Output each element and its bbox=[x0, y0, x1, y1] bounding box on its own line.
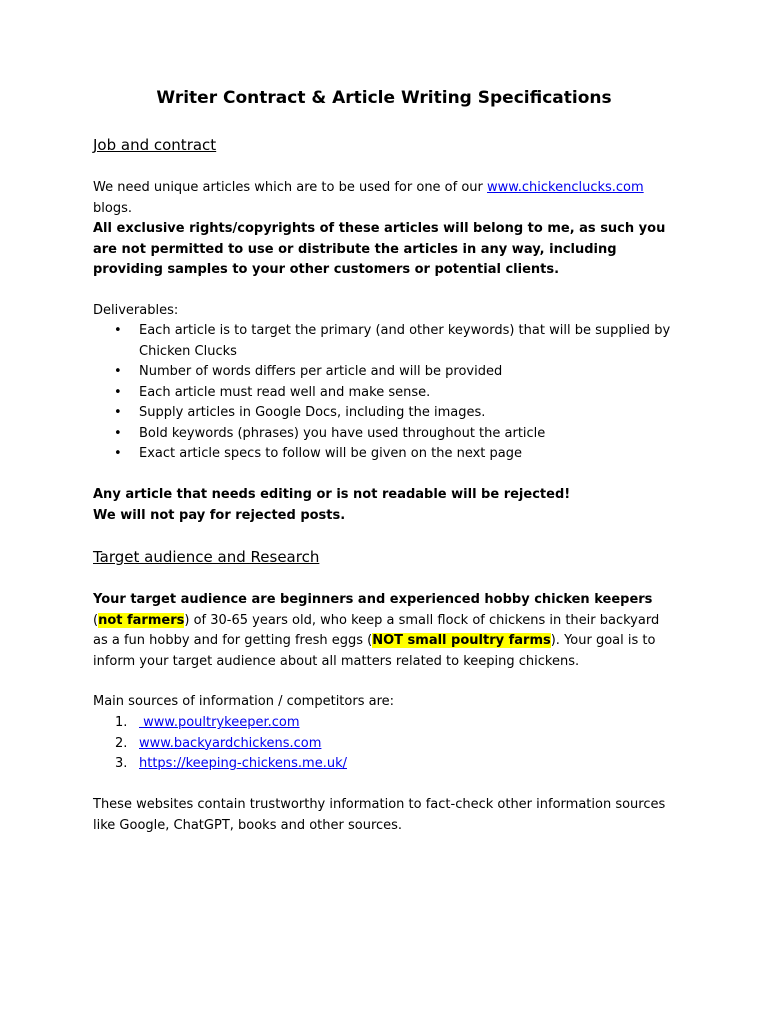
deliverables-label: Deliverables: bbox=[93, 303, 179, 318]
highlight-not-farmers: not farmers bbox=[98, 612, 185, 628]
audience-open-paren: ( bbox=[93, 612, 99, 628]
source-number: 1. bbox=[115, 715, 128, 730]
list-item: • Each article is to target the primary (and other keywords) that will be supplied by Chicken Clucks bbox=[93, 321, 678, 362]
list-item: • Supply articles in Google Docs, including the images. bbox=[93, 403, 678, 424]
rejection-line-1: Any article that needs editing or is not readable will be rejected! bbox=[93, 487, 571, 502]
list-item bbox=[93, 713, 678, 734]
deliverables-list bbox=[93, 321, 678, 465]
audience-mid: ) of 30-65 years old, who keep a small flock of chickens in their backyard as a fun hobby and for getting fresh eggs ( bbox=[93, 612, 660, 648]
rejection-paragraph bbox=[93, 485, 678, 526]
rejection-line-2: We will not pay for rejected posts. bbox=[93, 507, 346, 523]
list-item: • Each article must read well and make sense. bbox=[93, 383, 678, 404]
list-item: • Exact article specs to follow will be given on the next page bbox=[93, 444, 678, 465]
sources-list bbox=[93, 713, 678, 775]
document-title: Writer Contract & Article Writing Specifications bbox=[156, 88, 612, 108]
target-audience-heading: Target audience and Research bbox=[93, 548, 320, 566]
chickenclucks-link[interactable]: www.chickenclucks.com bbox=[487, 180, 644, 195]
list-item bbox=[93, 734, 678, 755]
keeping-chickens-link[interactable]: https://keeping-chickens.me.uk/ bbox=[139, 756, 347, 771]
sources-label: Main sources of information / competitors are: bbox=[93, 694, 395, 709]
backyardchickens-link[interactable]: www.backyardchickens.com bbox=[139, 735, 322, 751]
audience-bold-start: Your target audience are beginners and experienced hobby chicken keepers bbox=[93, 592, 653, 607]
rights-paragraph: All exclusive rights/copyrights of these articles will belong to me, as such you are not permitted to use or distribute the articles in any way, including providing samples to your other customers or potential clients. bbox=[93, 221, 666, 277]
highlight-not-small-poultry-farms: NOT small poultry farms bbox=[372, 633, 551, 648]
intro-text-after: blogs. bbox=[93, 200, 132, 216]
job-contract-heading: Job and contract bbox=[93, 136, 217, 154]
audience-end: ). Your goal is to inform your target audience about all matters related to keeping chickens. bbox=[93, 633, 656, 669]
list-item: • Number of words differs per article and will be provided bbox=[93, 362, 678, 383]
list-item bbox=[93, 754, 678, 775]
audience-paragraph bbox=[93, 590, 678, 672]
poultrykeeper-link[interactable]: www.poultrykeeper.com bbox=[139, 715, 300, 730]
list-item: • Bold keywords (phrases) you have used throughout the article bbox=[93, 424, 678, 445]
intro-paragraph bbox=[93, 178, 678, 219]
source-number: 3. bbox=[115, 756, 128, 771]
intro-text-before: We need unique articles which are to be used for one of our bbox=[93, 180, 488, 195]
source-number: 2. bbox=[115, 735, 128, 751]
closing-paragraph: These websites contain trustworthy information to fact-check other information sources like Google, ChatGPT, books and other sources. bbox=[93, 797, 666, 833]
